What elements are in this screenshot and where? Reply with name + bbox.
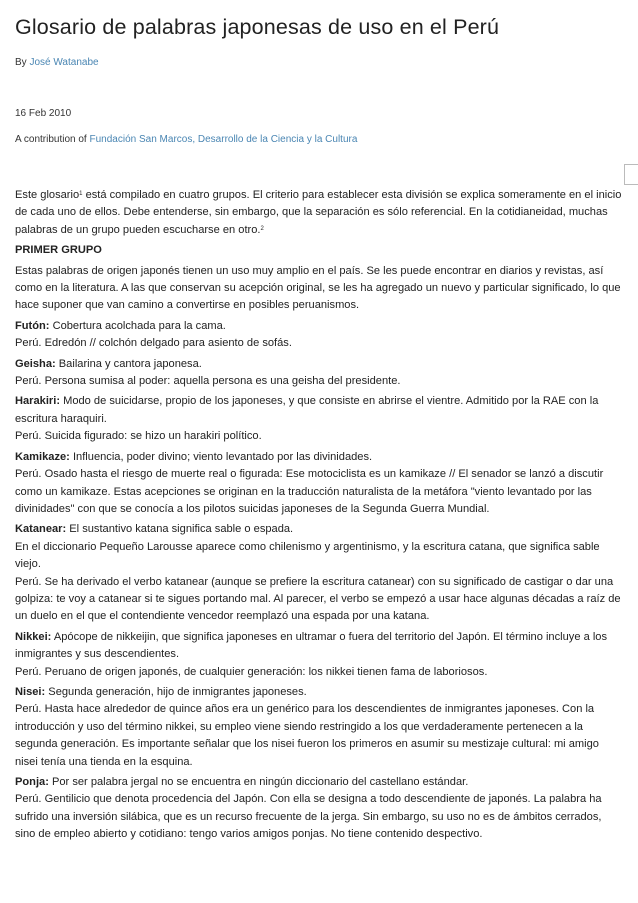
entry-definition: Segunda generación, hijo de inmigrantes japoneses. <box>45 685 307 698</box>
page-title: Glosario de palabras japonesas de uso en el Perú <box>15 15 500 39</box>
publish-date: 16 Feb 2010 <box>15 108 72 119</box>
glossary-entry <box>15 356 624 391</box>
contribution-prefix: A contribution of <box>15 134 87 145</box>
entry-term: Katanear: <box>15 523 67 536</box>
glossary-entry <box>15 318 624 353</box>
section-heading: PRIMER GRUPO <box>15 244 102 257</box>
glossary-entry <box>15 393 624 445</box>
glossary-entry <box>15 774 624 844</box>
section-description: Estas palabras de origen japonés tienen un uso muy amplio en el país. Se les puede encontrar en diarios y revistas, así como en la literatura. A las que conservan su acepción original, se les ha agregado un nuevo y particular significado, lo que hace suponer que van camino a convertirse en posibles peruanismos. <box>15 264 621 312</box>
intro-text-2: está compilado en cuatro grupos. El criterio para establecer esta división se explica someramente en el inicio de cada uno de ellos. Debe entenderse, sin embargo, que la separación es sólo referencial. En la cotidianeidad, muchas palabras de un grupo pueden escucharse en otro. <box>15 189 622 236</box>
glossary-entry <box>15 629 624 681</box>
entry-peru-meaning: Perú. Persona sumisa al poder: aquella persona es una geisha del presidente. <box>15 375 401 388</box>
entry-extra-note: En el diccionario Pequeño Larousse aparece como chilenismo y argentinismo, y la escritura catana, que significa sable viejo. <box>15 540 600 571</box>
byline-prefix: By <box>15 57 27 68</box>
byline <box>15 56 624 70</box>
entry-term: Kamikaze: <box>15 450 70 463</box>
entry-peru-meaning: Perú. Se ha derivado el verbo katanear (aunque se prefiere la escritura catanear) con su significado de castigar o dar una golpiza: te voy a catanear si te sigues portando mal. Al parecer, el verbo se empezó a usar hace algunas décadas a raíz de un duelo en el que el contendiente vencedor reemplazó una espada por una katana. <box>15 575 621 623</box>
entry-term: Harakiri: <box>15 395 61 408</box>
glossary-entry <box>15 449 624 519</box>
footnote-ref-1[interactable]: 1 <box>79 191 83 197</box>
entry-term: Geisha: <box>15 357 56 370</box>
entry-definition: Bailarina y cantora japonesa. <box>55 357 202 370</box>
organization-link[interactable]: Fundación San Marcos, Desarrollo de la Ciencia y la Cultura <box>89 134 358 145</box>
entry-peru-meaning: Perú. Gentilicio que denota procedencia del Japón. Con ella se designa a todo descendiente de japonés. La palabra ha sufrido una inversión silábica, que es un recurso frecuente de la jerga. Sin embargo, su uso no es de ámbitos cerrados, sino de empleo abierto y cotidiano: tengo varios amigos ponjas. No tiene contenido despectivo. <box>15 793 602 841</box>
entry-definition: Cobertura acolchada para la cama. <box>49 319 226 332</box>
entry-definition: Modo de suicidarse, propio de los japoneses, y que consiste en abrirse el vientre. Admitido por la RAE con la escritura haraquiri. <box>15 395 599 425</box>
author-link[interactable]: José Watanabe <box>29 57 99 68</box>
entry-peru-meaning: Perú. Edredón // colchón delgado para asiento de sofás. <box>15 337 292 350</box>
glossary-entries <box>15 318 624 844</box>
glossary-entry <box>15 684 624 771</box>
entry-definition: El sustantivo katana significa sable o espada. <box>66 523 294 536</box>
contribution-line <box>15 133 624 147</box>
article-body <box>15 187 624 844</box>
footnote-ref-2[interactable]: 2 <box>260 225 264 232</box>
entry-definition: Apócope de nikkeijin, que significa japoneses en ultramar o fuera del territorio del Japón. El término incluye a los inmigrantes y sus descendientes. <box>15 630 608 661</box>
entry-term: Futón: <box>15 319 50 332</box>
entry-peru-meaning: Perú. Hasta hace alrededor de quince años era un genérico para los descendientes de inmigrantes japoneses. Con la introducción y uso del término nikkei, su empleo viene siendo restringido a los que verdaderamente pertenecen a la segunda generación. Es importante señalar que los nisei fueron los primeros en asumir su mestizaje cultural: mi amigo nisei tenía una tienda en la esquina. <box>15 703 599 768</box>
entry-definition: Influencia, poder divino; viento levantado por las divinidades. <box>69 450 373 463</box>
side-panel-tab[interactable] <box>624 164 638 185</box>
entry-peru-meaning: Perú. Osado hasta el riesgo de muerte real o figurada: Ese motociclista es un kamikaze // El senador se lanzó a discutir como un kamikaze. Estas acepciones se originan en la traducción naturalista de la metáfora "viento levantado por las divinidades" con que se conocía a los pilotos suicidas japoneses de la Segunda Guerra Mundial. <box>15 468 604 515</box>
entry-peru-meaning: Perú. Suicida figurado: se hizo un harakiri político. <box>15 430 262 443</box>
glossary-entry <box>15 521 624 625</box>
intro-paragraph <box>15 187 624 239</box>
entry-term: Nisei: <box>15 685 46 698</box>
entry-term: Nikkei: <box>15 630 52 643</box>
entry-definition: Por ser palabra jergal no se encuentra en ningún diccionario del castellano estándar. <box>48 776 469 788</box>
entry-peru-meaning: Perú. Peruano de origen japonés, de cualquier generación: los nikkei tienen fama de laboriosos. <box>15 665 488 678</box>
intro-text: Este glosario <box>15 189 80 201</box>
entry-term: Ponja: <box>15 776 49 788</box>
